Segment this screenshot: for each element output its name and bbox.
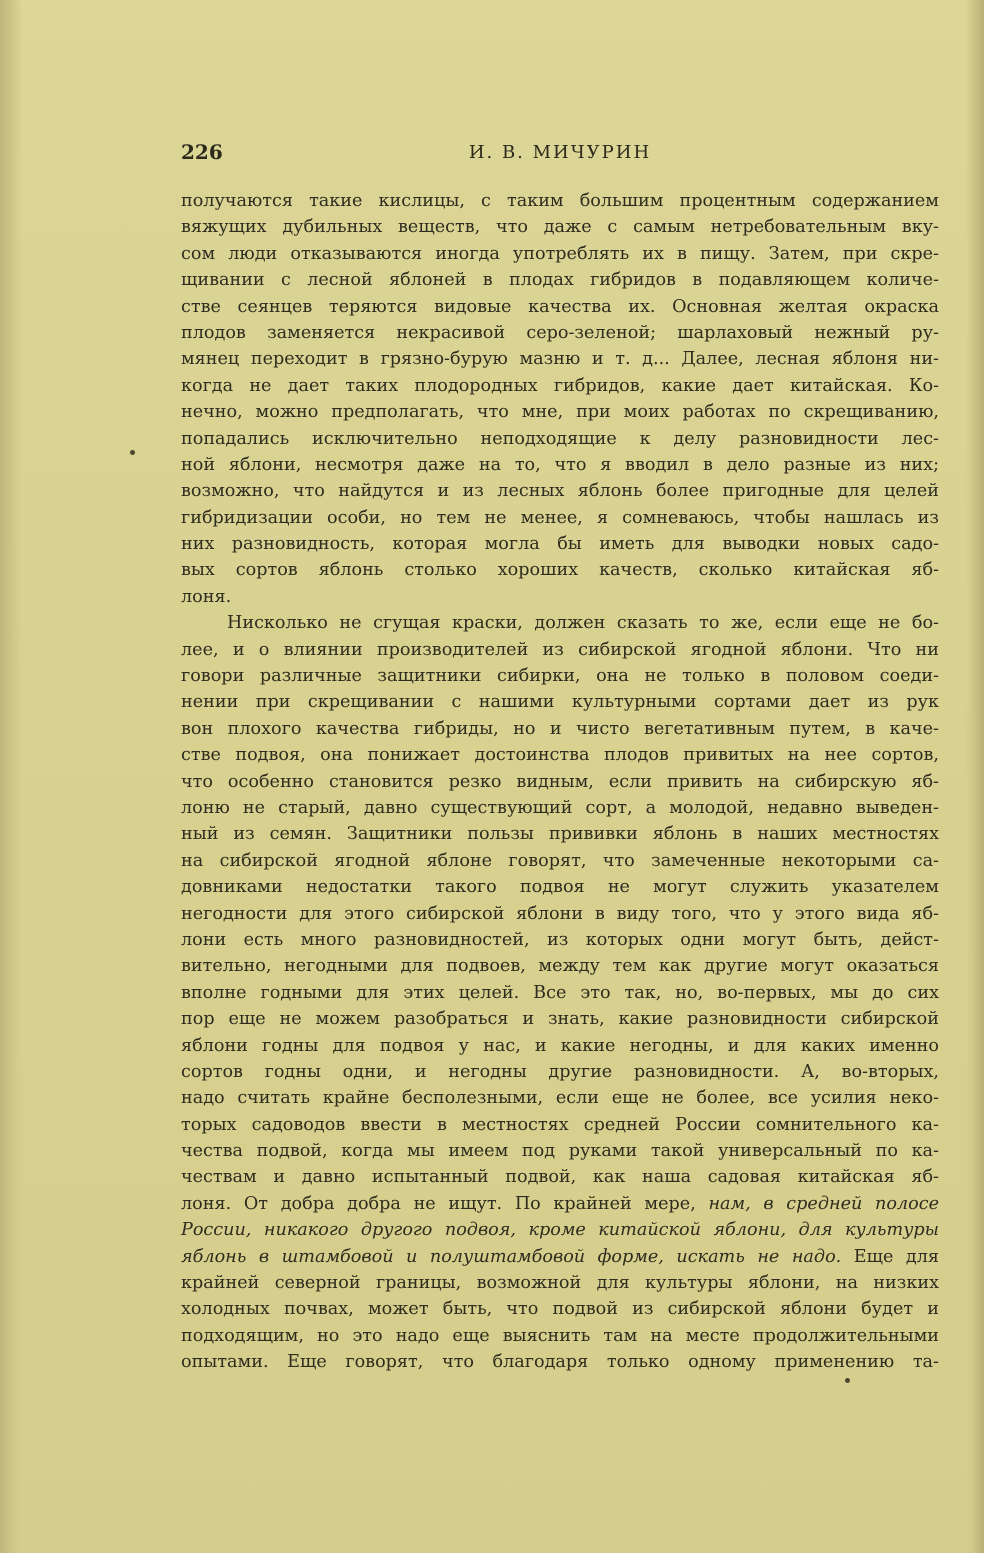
text-line: чествам и давно испытанный подвой, как наша садовая китайская яб- [181, 1167, 939, 1188]
text-line: стве подвоя, она понижает достоинства плодов привитых на нее сортов, [181, 745, 939, 766]
page-number: 226 [181, 140, 223, 164]
text-line: вон плохого качества гибриды, но и чисто вегетативным путем, в каче- [181, 718, 939, 739]
text-line: лоню не старый, давно существующий сорт, а молодой, недавно выведен- [181, 797, 939, 818]
text-line: довниками недостатки такого подвоя не могут служить указателем [181, 877, 939, 898]
text-line: попадались исключительно неподходящие к делу разновидности лес- [181, 428, 939, 449]
text-line: когда не дает таких плодородных гибридов, какие дает китайская. Ко- [181, 375, 939, 396]
text-line: крайней северной границы, возможной для культуры яблони, на низких [181, 1273, 939, 1294]
text-line: подходящим, но это надо еще выяснить там на месте продолжительными [181, 1325, 939, 1346]
text-line: вых сортов яблонь столько хороших качеств, сколько китайская яб- [181, 560, 939, 581]
paragraph-1 [181, 188, 939, 610]
text-line: лее, и о влиянии производителей из сибирской ягодной яблони. Что ни [181, 639, 939, 660]
text-line: сортов годны одни, и негодны другие разновидности. А, во-вторых, [181, 1061, 939, 1082]
text-line: гибридизации особи, но тем не менее, я сомневаюсь, чтобы нашлась из [181, 507, 939, 528]
text-line: на сибирской ягодной яблоне говорят, что замеченные некоторыми са- [181, 850, 939, 871]
paragraph-2 [181, 610, 939, 1375]
italic-run: нам, в средней полосе [708, 1193, 939, 1214]
text-line: плодов заменяется некрасивой серо-зеленой; шарлаховый нежный ру- [181, 322, 939, 343]
text-line: чества подвой, когда мы имеем под руками такой универсальный по ка- [181, 1141, 939, 1162]
italic-run: России, никакого другого подвоя, кроме китайской яблони, для культуры [181, 1220, 939, 1241]
text-line: пор еще не можем разобраться и знать, какие разновидности сибирской [181, 1009, 939, 1030]
text-line: них разновидность, которая могла бы иметь для выводки новых садо- [181, 534, 939, 555]
text-line-mixed [181, 1217, 939, 1243]
text-line: говори различные защитники сибирки, она не только в половом соеди- [181, 666, 939, 687]
text-line: получаются такие кислицы, с таким большим процентным содержанием [181, 191, 939, 211]
text-line: возможно, что найдутся и из лесных яблонь более пригодные для целей [181, 481, 939, 502]
text-line: Нисколько не сгущая краски, должен сказать то же, если еще не бо- [227, 613, 939, 634]
text-line: яблони годны для подвоя у нас, и какие негодны, и для каких именно [181, 1035, 939, 1056]
paper-speck [130, 450, 135, 455]
text-line: ный из семян. Защитники пользы прививки яблонь в наших местностях [181, 824, 939, 845]
text-line: лони есть много разновидностей, из которых одни могут быть, дейст- [181, 929, 939, 950]
body-text [181, 188, 939, 1376]
page-header [181, 140, 939, 170]
text-line: торых садоводов ввести в местностях средней России сомнительного ка- [181, 1114, 939, 1135]
text-line: вяжущих дубильных веществ, что даже с самым нетребовательным вку- [181, 217, 939, 238]
text-line: негодности для этого сибирской яблони в виду того, что у этого вида яб- [181, 903, 939, 924]
paper-speck [845, 1378, 850, 1383]
page-left-edge [0, 0, 22, 1553]
text-line: надо считать крайне бесполезными, если еще не более, все усилия неко- [181, 1088, 939, 1109]
text-line: холодных почвах, может быть, что подвой из сибирской яблони будет и [181, 1299, 939, 1320]
text-line-mixed [181, 1244, 939, 1270]
text-line: мянец переходит в грязно-бурую мазню и т. д... Далее, лесная яблоня ни- [181, 349, 939, 370]
page-right-edge [966, 0, 984, 1553]
text-line: опытами. Еще говорят, что благодаря только одному применению та- [181, 1352, 939, 1373]
text-run: Еще для [841, 1246, 940, 1267]
text-line: щивании с лесной яблоней в плодах гибридов в подавляющем количе- [181, 270, 939, 291]
text-line: ной яблони, несмотря даже на то, что я вводил в дело разные из них; [181, 454, 939, 475]
text-line: что особенно становится резко видным, если привить на сибирскую яб- [181, 771, 939, 792]
text-line: лоня. [181, 586, 232, 607]
italic-run: яблонь в штамбовой и полуштамбовой форме, искать не надо. [181, 1246, 842, 1267]
text-line: вительно, негодными для подвоев, между тем как другие могут оказаться [181, 956, 939, 977]
text-run: лоня. От добра добра не ищут. По крайней мере, [181, 1193, 709, 1214]
text-line: нечно, можно предполагать, что мне, при моих работах по скрещиванию, [181, 402, 939, 423]
text-line-mixed [181, 1191, 939, 1217]
running-head: И. В. МИЧУРИН [468, 142, 652, 163]
text-line: вполне годными для этих целей. Все это так, но, во-первых, мы до сих [181, 982, 939, 1003]
text-line: сом люди отказываются иногда употреблять их в пищу. Затем, при скре- [181, 243, 939, 264]
text-line: стве сеянцев теряются видовые качества их. Основная желтая окраска [181, 296, 939, 317]
text-line: нении при скрещивании с нашими культурными сортами дает из рук [181, 692, 939, 713]
